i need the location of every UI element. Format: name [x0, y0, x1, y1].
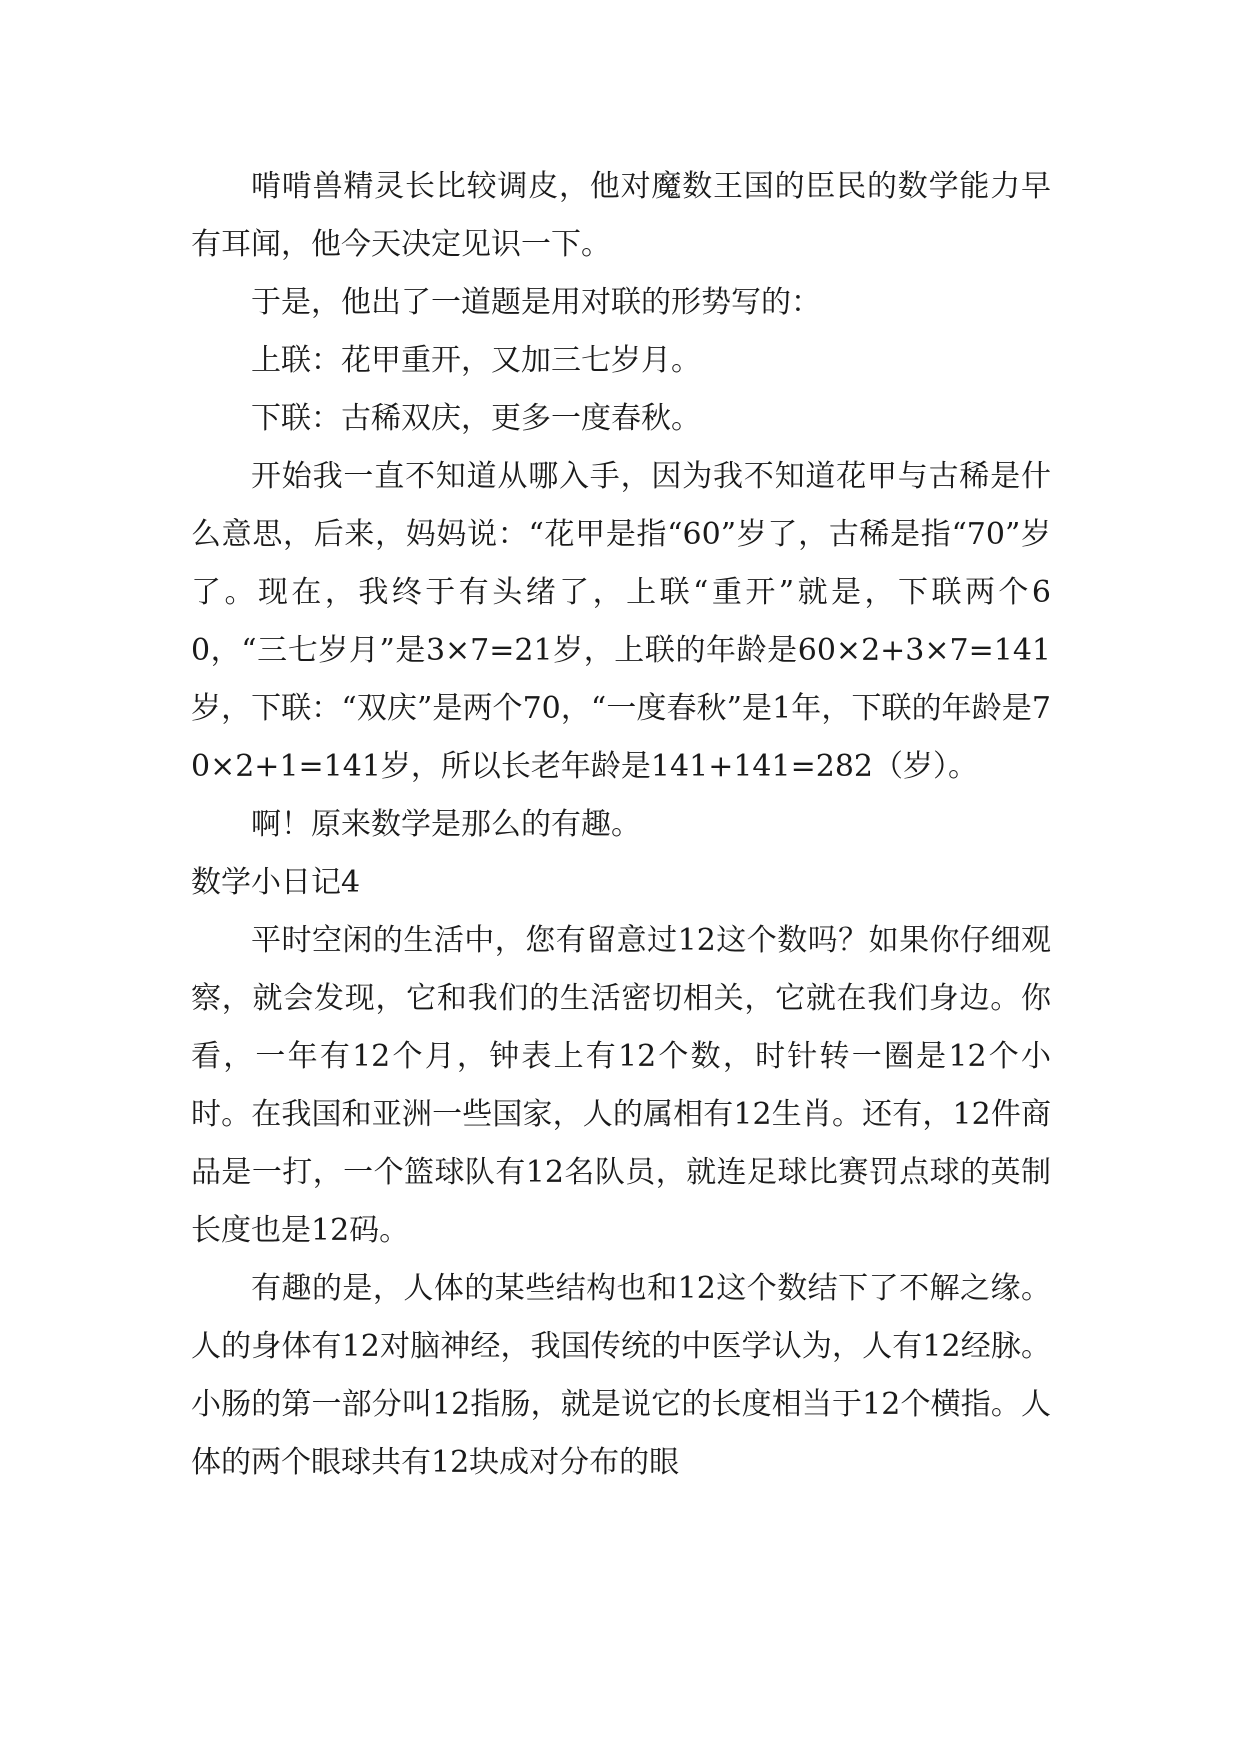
paragraph-question-intro: 于是，他出了一道题是用对联的形势写的：: [251, 285, 821, 320]
paragraph-number-twelve-life: 平时空闲的生活中，您有留意过12这个数吗？如果你仔细观察，就会发现，它和我们的生活密切相关，它就在我们身边。你看，一年有12个月，钟表上有12个数，时针转一圈是12个小时。在我国和亚洲一些国家，人的属相有12生肖。还有，12件商品是一打，一个篮球队有12名队员，就连足球比赛罚点球的英制长度也是12码。: [191, 923, 1051, 1248]
paragraph-solution: 开始我一直不知道从哪入手，因为我不知道花甲与古稀是什么意思，后来，妈妈说：“花甲是指“60”岁了，古稀是指“70”岁了。现在，我终于有头绪了，上联“重开”就是，下联两个60，“三七岁月”是3×7=21岁，上联的年龄是60×2+3×7=141岁，下联：“双庆”是两个70，“一度春秋”是1年，下联的年龄是70×2+1=141岁，所以长老年龄是141+141=282（岁）。: [191, 459, 1051, 784]
document-page: [191, 0, 1051, 1492]
paragraph-number-twelve-body: 有趣的是，人体的某些结构也和12这个数结下了不解之缘。人的身体有12对脑神经，我国传统的中医学认为，人有12经脉。小肠的第一部分叫12指肠，就是说它的长度相当于12个横指。人体的两个眼球共有12块成对分布的眼: [191, 1271, 1051, 1480]
paragraph-lower-couplet: 下联：古稀双庆，更多一度春秋。: [251, 401, 701, 436]
paragraph-conclusion: 啊！原来数学是那么的有趣。: [251, 807, 641, 842]
paragraph-upper-couplet: 上联：花甲重开，又加三七岁月。: [251, 343, 701, 378]
section-title: 数学小日记4: [191, 865, 361, 900]
paragraph-intro: 啃啃兽精灵长比较调皮，他对魔数王国的臣民的数学能力早有耳闻，他今天决定见识一下。: [191, 169, 1051, 262]
